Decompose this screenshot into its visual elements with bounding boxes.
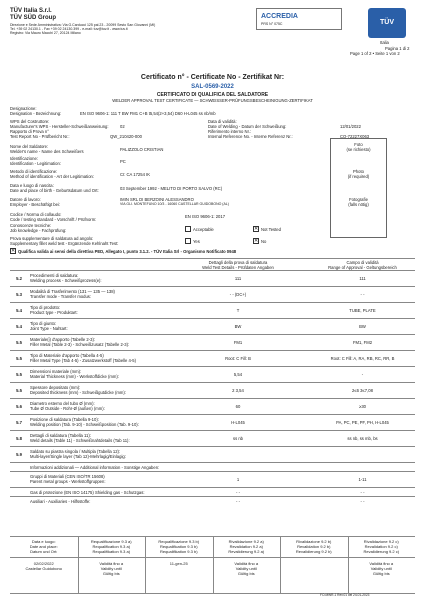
row-label: Diametro esterno del tubo Ø (mm):	[30, 401, 95, 406]
footer-heading: Date and place:	[29, 544, 58, 549]
footer-heading: Revalidation 9.2 a)	[229, 544, 263, 549]
table-row	[10, 398, 415, 415]
row-test-value: - -	[236, 490, 240, 495]
row-number: 5.5	[16, 372, 22, 377]
row-range-value: - -	[360, 292, 365, 297]
row-test-value: 1	[236, 477, 240, 482]
row-test-value: BW	[234, 324, 242, 329]
footer-heading: Revalidierung 9.2 a)	[228, 549, 265, 554]
employer-address: VIA GLI. MONTEFUNO 10/3 - 16060 CASTELLAR GUIDOBONO (AL)	[120, 202, 229, 206]
footer-heading: Rivalidazione 9.2 a)	[228, 539, 264, 544]
row-label: Posizione di saldatura (Tabella 9-10):	[30, 417, 99, 422]
row-label-alt: Product type - Produktart:	[30, 310, 78, 315]
footer-heading: Data e luogo:	[31, 539, 56, 544]
row-label: Ausiliari - Auxiliaries - Hilfsstoffe:	[30, 499, 91, 504]
row-test-value: 60	[235, 404, 241, 409]
welder-name: PALIZZOLO CRISTIAN	[120, 147, 164, 152]
row-test-value: Root: C Fill: B	[225, 356, 251, 361]
row-label-alt: Material Thickness (mm) - Werkstoffdicke (mm):	[30, 374, 119, 379]
row-range-value: - -	[360, 490, 365, 495]
table-row	[10, 382, 415, 399]
certificate-number: SAL-0569-2022	[191, 84, 234, 90]
row-label-alt: Filler Metal Type (Tab 4-5) - Zusatzwerkstoff (Tabelle 4-5)	[30, 358, 136, 363]
code-label: Codice / Norma di collaudo:	[10, 212, 62, 217]
row-range-value: FM1, FM2	[352, 340, 373, 345]
not-tested-label: Not Tested	[261, 227, 281, 232]
tuv-sub: Italia	[380, 40, 389, 45]
company-name: TÜV Italia S.r.l.	[10, 8, 52, 14]
table-row	[10, 334, 415, 351]
row-label-alt: Tube Ø Outside - Rohr-Ø (außen) (mm):	[30, 406, 105, 411]
company-address-2: Tel. +39 02 24130.1 - Fax +39 02 24130.399 - e-mail: tuv@tuv.it - www.tuv.it	[10, 27, 128, 31]
row-number: 5.5	[16, 356, 22, 361]
birth-value: 03 September 1992 - MELITO DI PORTO SALVO (RC)	[120, 186, 223, 191]
date-label-alt: Date of Welding - Datum der Schweißung:	[208, 124, 287, 129]
company-address-3: Registro: Via Mauro Macchi 27, 20124 Milano	[10, 31, 81, 35]
designation-label-alt: Designation - Bezeichnung:	[10, 111, 62, 116]
code-label-alt: Code / testing standard - Vorschrift / Prüfnorm:	[10, 217, 97, 222]
row-label: Gruppi di Materiali (CEN ISO/TR 15608)	[30, 474, 105, 479]
employer-label: Datore di lavoro:	[10, 197, 41, 202]
footer-heading: Revalidierung 9.2 c)	[363, 549, 400, 554]
ped-statement: Qualifica valida ai sensi della direttiva PED, Allegato I, punto 3.1.2. - TÜV Italia Srl - Organismo Notificato 0948	[18, 249, 237, 254]
footer-heading: Requalifikation 9.3 a)	[92, 549, 131, 554]
table-row	[10, 350, 415, 367]
row-label-alt: Filler Metal (Table 2-3) - Schweißzusatz (Tabelle 2-3):	[30, 342, 130, 347]
ped-checkbox[interactable]: ✕	[11, 248, 16, 254]
photo-placeholder: Foto (se richiesto) Photo (if required) Fotografie (falls nötig)	[330, 138, 387, 238]
method-label: Metodo di identificazione:	[10, 169, 58, 174]
row-number: 5.7	[16, 420, 22, 425]
footer-heading: Revalidierung 9.2 b)	[295, 549, 332, 554]
table-row	[10, 430, 415, 447]
row-test-value: ss nb	[232, 436, 243, 441]
footer-heading: Requalifikation 9.3 b)	[159, 549, 198, 554]
footer-value: Gültig bis	[372, 571, 390, 576]
wps-label-alt: Manufacturer's WPS - Hersteller-Schweißanweisung:	[10, 124, 109, 129]
row-range-value: TUBE, PLATE	[349, 308, 376, 313]
row-test-value: 111	[234, 276, 242, 281]
footer-value: Validity until	[100, 566, 122, 571]
footer-value: Validità fino a	[99, 561, 124, 566]
code-value: EN ISO 9606-1: 2017	[185, 214, 226, 219]
row-number: 5.5	[16, 340, 22, 345]
report-value: QW_210420-000	[110, 134, 142, 139]
method-label-alt: Method of identification - Art der Legitimation:	[10, 174, 95, 179]
row-label: Modalità di Trasferimento (131 — 135 — 138)	[30, 289, 115, 294]
row-number: 5.2	[16, 276, 22, 281]
row-number: 5.4	[16, 308, 22, 313]
footer-value: Validità fino a	[369, 561, 394, 566]
company-address-1: Direzione e Sede Amministrativa: Via G.Carducci 125 pal.23 - 20099 Sesto San Giovanni (MI)	[10, 23, 156, 27]
footer-heading: Rivalidazione 9.2 b)	[296, 539, 332, 544]
row-label-alt: Multi-layer/Single layer (Tab 12)-Mehrlagig/Einlagig:	[30, 454, 126, 459]
date-label: Data di validità:	[208, 119, 237, 124]
row-number: 5.5	[16, 388, 22, 393]
table-row	[10, 446, 415, 463]
row-test-value: 2 3,54	[232, 388, 244, 393]
page-number-alt: Page 1 of 2 • Seite 1 von 2	[350, 51, 400, 56]
table-row	[10, 414, 415, 431]
designation-label: Designazione:	[10, 106, 37, 111]
footer-value: Validity until	[370, 566, 392, 571]
row-label-alt: Welding process - Schweißprozess(e):	[30, 278, 102, 283]
name-label-alt: Welder's name - Name des Schweißers	[10, 149, 84, 154]
footer-value: Gültig bis	[102, 571, 120, 576]
birth-label: Data e luogo di nascita:	[10, 183, 54, 188]
row-range-value: - -	[360, 499, 365, 504]
footer-value: Gültig bis	[237, 571, 255, 576]
report-label: Rapporto di Prova n°	[10, 129, 49, 134]
footer-heading: Rivalidazione 9.2 c)	[363, 539, 399, 544]
row-number: 5.3	[16, 292, 22, 297]
row-range-value: 111	[359, 276, 366, 281]
row-label: Tipo di giunto:	[30, 321, 57, 326]
row-label: Dettagli di saldatura (Tabella 11):	[30, 433, 91, 438]
row-range-value: ≥30	[359, 404, 366, 409]
row-number: 5.6	[16, 404, 22, 409]
footer-rule	[10, 557, 415, 558]
row-test-value: T	[236, 308, 240, 313]
welder-id: PC	[120, 159, 126, 164]
wps-label: WPS del Costruttore:	[10, 119, 50, 124]
footer-heading: Requalificazione 9.3 a)	[90, 539, 132, 544]
table-row	[10, 302, 415, 319]
no-checkbox[interactable]: ✕	[254, 238, 259, 244]
row-label-alt: Parent metal groups - Werkstoffgruppen:	[30, 479, 106, 484]
table-row	[10, 496, 415, 506]
row-test-value: - - (DC+)	[229, 292, 247, 297]
footer-heading: Revalidation 9.2 b)	[297, 544, 331, 549]
footer-value: 11-gen-25	[169, 561, 188, 566]
row-label-alt: Weld details (Table 11) - Schweißnahtdetails (Tab 11):	[30, 438, 130, 443]
date-value: 12/01/2022	[340, 124, 361, 129]
row-range-value: Root: C Fill: A, RA, RB, RC, RR, B	[330, 356, 395, 361]
name-label: Nome del Saldatore:	[10, 144, 49, 149]
yes-checkbox[interactable]	[185, 238, 191, 244]
designation-value: EN ISO 9606-1: 111 T BW FM1 C+B t5,54(2+3,54) D60 H-L045 ss nb/mb	[80, 111, 216, 116]
footer-heading: Revalidation 9.2 c)	[364, 544, 398, 549]
row-range-value: BW	[359, 324, 366, 329]
row-label: Saldato su piastra singola / Multipla (Tabella 12):	[30, 449, 121, 454]
footer-value: Validità fino a	[234, 561, 259, 566]
ref-value: CO-72227X063	[340, 134, 370, 139]
table-row	[10, 270, 415, 287]
footer-heading: Requalification 9.3 b)	[159, 544, 198, 549]
row-label-alt: Welding position (Tab. 9-10) - Schweißposition (Tab. 9-10):	[30, 422, 139, 427]
footer-heading: Requalification 9.3 a)	[92, 544, 131, 549]
knowledge-label-alt: Job knowledge - Fachprüfung:	[10, 228, 67, 233]
row-range-value: -	[361, 372, 364, 377]
row-label: Tipo di prodotto:	[30, 305, 61, 310]
id-label: Identificazione:	[10, 156, 38, 161]
accredia-logo: ACCREDIA PRS N° 075C	[256, 8, 342, 30]
row-range-value: PA, PC, PE, PF, PH, H-L045	[336, 420, 389, 425]
supp-label-alt: Supplementary fillet weld test - Ergänzende Kehlnaht Test:	[10, 241, 119, 246]
row-range-value: ss nb, ss mb, bs	[347, 436, 378, 441]
not-tested-checkbox[interactable]: ✕	[254, 226, 259, 232]
row-test-value: H-L045	[231, 420, 245, 425]
birth-label-alt: Date and place of birth - Geburtsdatum und Ort:	[10, 188, 99, 193]
row-test-value: FM1	[233, 340, 243, 345]
form-code: FO-MWR-1 Rev.01 del 24-01-2023	[320, 593, 370, 597]
knowledge-label: Conoscenze tecniche:	[10, 223, 52, 228]
row-range-value: 2≤6 3≤7,08	[352, 388, 373, 393]
acceptable-checkbox[interactable]	[185, 226, 191, 232]
certificate-subtitle: CERTIFICATO DI QUALIFICA DEL SALDATORE	[156, 92, 269, 98]
row-label: Gas di protezione (EN ISO 14175) Shielding gas - Schutzgas:	[30, 490, 145, 495]
yes-label: Yes	[193, 239, 200, 244]
method-value: CI: CA 17254 IK	[120, 172, 151, 177]
table-row	[10, 318, 415, 335]
row-number: 5.8	[16, 436, 22, 441]
supp-label: Prova supplementare di saldatura ad angolo:	[10, 236, 94, 241]
row-test-value: 5,54	[233, 372, 243, 377]
company-group: TÜV SÜD Group	[10, 15, 56, 21]
tuv-logo: TÜV	[368, 8, 406, 38]
employer-label-alt: Employer - Beschäftigt bei:	[10, 202, 61, 207]
row-label-alt: Deposited thickness (mm) - Schweißgutdicke (mm):	[30, 390, 126, 395]
table-header: Dettagli della prova di saldatura Weld Test Details - Prüfdaten Angaben Campo di validità Range of Approval - Geltungsbereich	[10, 258, 415, 271]
row-label-alt: Transfer mode - Transfer modus:	[30, 294, 92, 299]
table-row	[10, 286, 415, 303]
row-range-value: 1-11	[358, 477, 367, 482]
footer-divider	[280, 537, 281, 593]
ref-label: Riferimento interno Nr.:	[208, 129, 252, 134]
id-label-alt: Identification - Legitimation:	[10, 161, 61, 166]
row-label-alt: Joint Type - Nahtart:	[30, 326, 68, 331]
footer-heading: Datum und Ort:	[30, 549, 58, 554]
footer-value: Validity until	[235, 566, 257, 571]
certificate-subtitle-alt: WELDER APPROVAL TEST CERTIFICATE — SCHWEISSER-PRÜFUNGSBESCHEINIGUNG-ZERTIFIKAT	[112, 98, 313, 103]
footer-heading: Requalificazione 9.3 b)	[158, 539, 200, 544]
row-label: Procedimenti di saldatura:	[30, 273, 79, 278]
acceptable-label: Acceptable	[193, 227, 214, 232]
table-row	[10, 471, 415, 488]
row-label: Informazioni addizionali — Additional information - Sonstige Angaben:	[30, 465, 160, 470]
row-number: 5.9	[16, 452, 22, 457]
row-label: Materiale(i) d'apporto (Tabelle 2-3):	[30, 337, 96, 342]
ref-label-alt: Internal Reference No. - Interne Referenz Nr.:	[208, 134, 293, 139]
wps-value: 02	[120, 124, 125, 129]
footer-value: 02/02/2022	[33, 561, 54, 566]
report-label-alt: Test Report No - Prüfbericht Nr.:	[10, 134, 70, 139]
row-label: Dimensioni materiale (mm):	[30, 369, 82, 374]
footer-grid	[10, 536, 415, 594]
no-label: No	[261, 239, 267, 244]
weld-details-table	[10, 270, 415, 505]
row-test-value: - -	[236, 499, 240, 504]
footer-value: Castellar Guidobono	[25, 566, 62, 571]
table-row	[10, 366, 415, 383]
page-number: Pagina 1 di 2	[385, 46, 410, 51]
employer-value: IMIN SRL DI BERZOINI ALESSANDRO	[120, 197, 194, 202]
row-label: Tipo di Materiale d'apporto (Tabella 4-5)	[30, 353, 104, 358]
row-number: 5.4	[16, 324, 22, 329]
row-label: Spessore depositato (mm):	[30, 385, 81, 390]
certificate-title: Certificato n° - Certificate No - Zertifikat Nr:	[140, 74, 285, 81]
